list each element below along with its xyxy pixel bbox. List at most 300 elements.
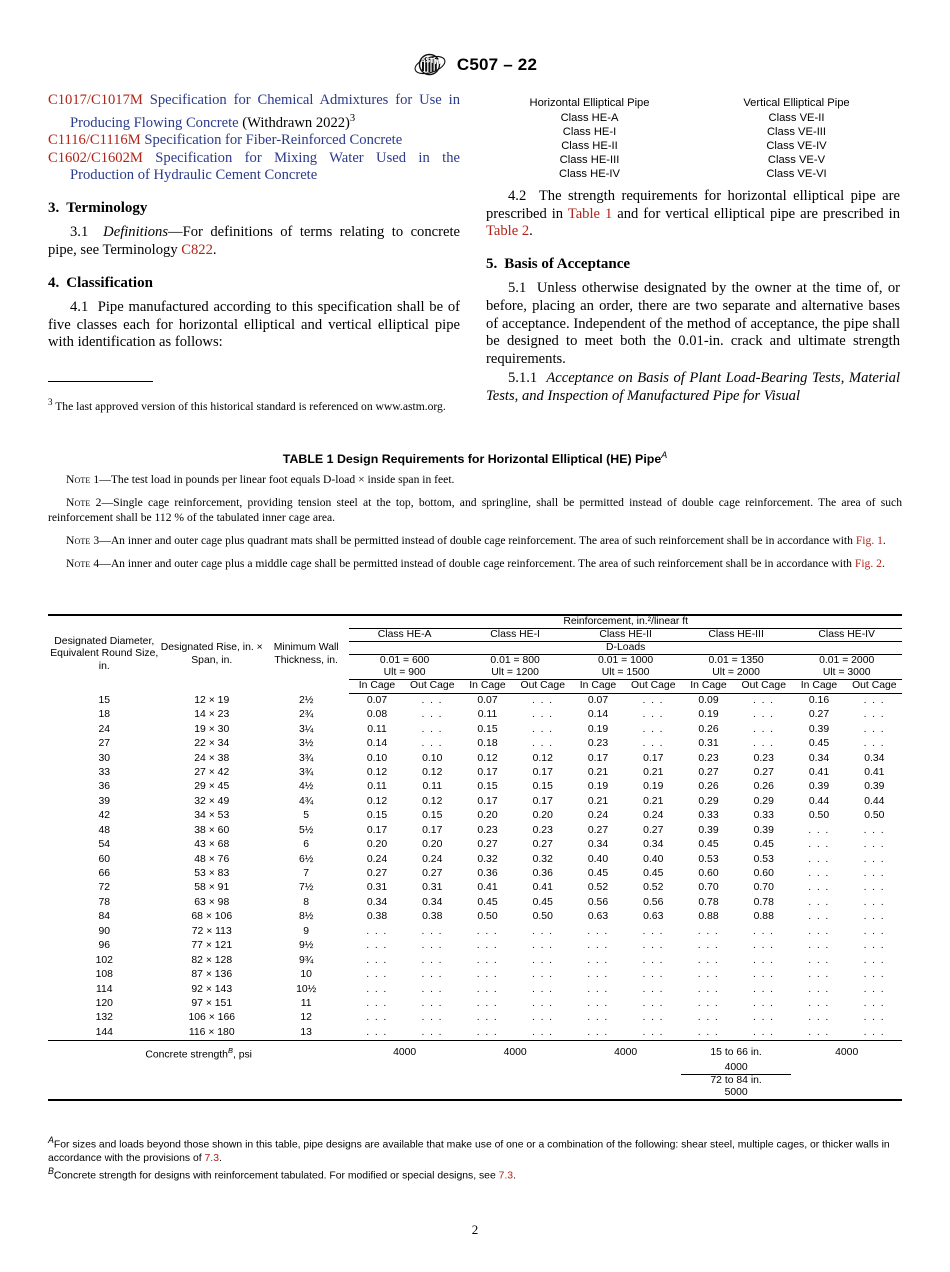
table-note [48,557,902,572]
table-row [48,896,902,910]
cell-he-ii-in: . . . [587,1012,609,1024]
cell-he-ii-out: . . . [642,709,664,721]
header-out-cage: Out Cage [847,680,902,693]
cell-he-iii-in: 0.26 [698,723,719,735]
cell-he-ii-in: 0.19 [587,781,609,793]
cell-he-a-out: 0.38 [422,911,443,923]
cell-rise-span: 106 × 166 [188,1012,235,1024]
cs-he3-line1: 15 to 66 in. [710,1047,762,1059]
cell-he-ii-in: . . . [587,925,609,937]
cell-he-i-in: . . . [476,969,499,981]
page-footnote [48,396,460,414]
cell-he-ii-out: . . . [642,940,664,952]
cell-he-i-out: . . . [532,997,554,1009]
cell-he-iii-in: . . . [697,954,720,966]
table-1 [48,614,902,1104]
class-item: Class VE-IV [766,140,827,153]
paragraph-tail: . [529,223,533,240]
cell-he-iii-in: 0.78 [698,896,719,908]
cell-he-iii-in: . . . [697,983,720,995]
table-1-link[interactable]: Table 1 [567,205,613,222]
paragraph-3-1 [48,224,460,259]
footnote-marker: 3 [48,397,53,407]
concrete-strength-he-i: 4000 [503,1047,527,1059]
cell-he-a-out: 0.34 [422,896,443,908]
table-foot [48,1041,902,1104]
cell-he-ii-in: 0.14 [587,709,609,721]
table-row [48,954,902,968]
cell-he-a-in: 0.38 [366,911,388,923]
paragraph-4-2 [486,188,900,241]
cell-diameter: 120 [95,997,113,1009]
cell-he-a-out: 0.10 [422,752,443,764]
table-row [48,982,902,996]
cell-he-iv-out: . . . [863,940,886,952]
cell-he-ii-out: . . . [642,738,664,750]
class-item: Class VE-V [767,154,826,167]
cell-he-iii-out: . . . [753,723,775,735]
cell-diameter: 24 [98,723,111,735]
cell-he-iii-out: 0.33 [753,810,774,822]
cell-he-iv-in: . . . [808,896,830,908]
cell-wall-thickness: 4¾ [298,795,314,807]
cell-he-i-out: 0.32 [532,853,553,865]
cell-wall-thickness: 3¾ [298,766,314,778]
cell-he-iv-out: . . . [863,997,886,1009]
cell-he-i-in: 0.17 [477,766,498,778]
cell-diameter: 84 [98,911,111,923]
reference-title[interactable]: Specification for Fiber-Reinforced Concrete [144,132,403,149]
cell-he-iv-in: . . . [808,925,830,937]
paragraph-text: and for vertical elliptical pipe are prescribed in [612,205,900,222]
cell-he-a-out: . . . [421,1012,443,1024]
cell-he-iv-in: . . . [808,839,830,851]
cell-wall-thickness: 8 [303,896,310,908]
table-note [48,496,902,525]
cell-he-iv-out: . . . [863,839,886,851]
paragraph-4-1 [48,299,460,352]
ult-load: Ult = 900 [383,667,426,679]
cell-diameter: 114 [95,983,113,995]
section-heading-terminology [48,200,460,218]
cell-he-ii-in: 0.34 [587,839,609,851]
cell-rise-span: 19 × 30 [194,723,230,735]
cell-he-a-in: 0.24 [366,853,388,865]
cell-wall-thickness: 2¾ [298,709,314,721]
cell-he-ii-in: 0.17 [587,752,609,764]
cell-he-ii-out: 0.24 [643,810,664,822]
cell-wall-thickness: 4½ [298,781,314,793]
vertical-class-list [693,96,900,182]
header-in-cage: In Cage [791,680,846,693]
header-class-he-iv: Class HE-IV [791,629,902,642]
footnote-marker: A [48,1135,54,1145]
fig-2-link[interactable]: Fig. 2 [854,556,882,570]
footnote-tail: . [513,1170,516,1182]
cell-diameter: 39 [98,795,111,807]
reference-title[interactable]: Specification for Mixing Water Used in the Production of Hydraulic Cement Concrete [70,149,461,184]
cell-he-i-out: . . . [532,723,554,735]
section-number: 4. [48,274,60,291]
cell-diameter: 30 [98,752,111,764]
cell-he-i-out: . . . [532,1012,554,1024]
cell-he-a-out: 0.31 [422,882,443,894]
cell-he-iii-in: 0.29 [698,795,719,807]
cell-he-ii-in: . . . [587,954,609,966]
header-class-he-a: Class HE-A [349,629,460,642]
table-row [48,852,902,866]
table-footnote-b [48,1165,906,1183]
cell-he-ii-out: 0.34 [643,839,664,851]
cell-he-a-out: . . . [421,954,443,966]
cell-he-a-in: 0.31 [366,882,388,894]
cell-he-iii-out: . . . [753,983,775,995]
cell-he-iii-in: . . . [697,940,720,952]
cell-he-ii-in: 0.40 [587,853,609,865]
paragraph-number: 4.2 [508,188,527,204]
class-list-heading: Vertical Elliptical Pipe [743,97,850,109]
cell-he-iii-in: . . . [697,969,720,981]
cell-he-iv-in: . . . [808,911,830,923]
header-in-cage: In Cage [349,680,404,693]
section-7-3-link[interactable]: 7.3 [204,1152,219,1164]
paragraph-text: —For definitions of terms relating to concrete pipe, see Terminology [48,224,460,259]
cell-he-iv-in: 0.45 [808,738,830,750]
cell-wall-thickness: 3¼ [298,723,314,735]
table-row [48,780,902,794]
cell-he-i-out: 0.23 [532,824,553,836]
cell-diameter: 102 [95,954,113,966]
cell-diameter: 15 [98,694,111,706]
cell-he-iii-in: . . . [697,1012,720,1024]
section-heading-basis-of-acceptance [486,256,900,274]
cell-rise-span: 48 × 76 [194,853,230,865]
stub-header-rise-span: Designated Rise, in. × Span, in. [161,615,263,693]
cell-he-ii-out: . . . [642,1012,664,1024]
footnote-marker: B [48,1166,54,1177]
footnote-text: Concrete strength for designs with reinforcement tabulated. For modified or special designs, see [53,1170,499,1182]
cell-he-i-out: 0.15 [532,781,553,793]
table-bottom-rule [48,1100,902,1104]
cell-rise-span: 43 × 68 [194,839,230,851]
table-row [48,766,902,780]
cell-rise-span: 116 × 180 [188,1026,235,1038]
class-item: Class HE-IV [559,168,620,181]
cell-he-i-in: 0.23 [477,824,498,836]
cell-wall-thickness: 9¾ [298,954,314,966]
class-lists [486,96,900,182]
reference-designation[interactable]: C1017/C1017M [48,92,143,108]
reference-item [48,92,460,132]
cell-he-i-in: . . . [476,925,499,937]
reference-designation[interactable]: C1116/C1116M [48,132,141,149]
cell-he-a-in: 0.12 [366,766,388,778]
cell-he-iv-out: . . . [863,954,886,966]
cell-he-iii-in: . . . [697,997,720,1009]
cell-he-iii-out: . . . [753,694,775,706]
concrete-strength-he-iii [681,1045,792,1062]
crack-load: 0.01 = 600 [379,655,430,667]
cell-rise-span: 12 × 19 [194,694,230,706]
cell-he-i-in: 0.15 [477,781,498,793]
cell-he-iv-in: 0.34 [808,752,830,764]
cell-he-iv-in: 0.41 [808,766,830,778]
paragraph-italic-lead: Definitions [103,224,169,241]
header-out-cage: Out Cage [515,680,570,693]
cell-rise-span: 29 × 45 [194,781,230,793]
concrete-strength-he-a: 4000 [393,1047,417,1059]
cell-wall-thickness: 2½ [298,694,314,706]
cell-wall-thickness: 3½ [298,738,314,750]
cell-he-ii-out: 0.17 [643,752,664,764]
cell-he-i-in: 0.27 [477,839,498,851]
section-heading-classification [48,275,460,293]
cell-he-ii-out: 0.21 [643,795,664,807]
cell-he-iii-in: 0.09 [698,694,719,706]
cell-he-iv-in: . . . [808,882,830,894]
cell-he-iv-in: . . . [808,853,830,865]
cell-he-i-out: . . . [532,1026,554,1038]
cell-he-i-out: 0.20 [532,810,553,822]
table-row [48,824,902,838]
cell-wall-thickness: 7 [303,868,310,880]
header-out-cage: Out Cage [405,680,460,693]
svg-text:M: M [434,59,441,66]
cell-he-i-out: 0.50 [532,911,553,923]
cell-he-iv-out: . . . [863,911,886,923]
header-loads-he-iv [791,655,902,680]
section-title: Terminology [66,199,148,216]
cell-he-ii-out: . . . [642,954,664,966]
table-footnote-a [48,1134,906,1165]
table-title [48,450,902,466]
cell-he-i-out: 0.36 [532,868,553,880]
cell-he-a-in: . . . [366,983,388,995]
crack-load: 0.01 = 800 [490,655,540,667]
page-header [0,52,950,78]
cell-he-iii-in: 0.26 [698,781,719,793]
table-row [48,838,902,852]
paragraph-number: 3.1 [70,224,89,241]
cell-diameter: 54 [98,839,111,851]
cell-rise-span: 97 × 151 [191,997,233,1009]
header-class-he-i: Class HE-I [460,629,571,642]
reference-footnote-marker: 3 [349,112,356,124]
cell-he-a-out: 0.15 [422,810,443,822]
cell-he-iv-out: . . . [863,824,886,836]
cell-he-i-out: . . . [532,694,554,706]
cell-wall-thickness: 6 [303,839,310,851]
cell-he-iv-out: 0.50 [864,810,885,822]
paragraph-5-1-1 [486,370,900,405]
cell-he-a-in: . . . [366,1026,388,1038]
note-label: Note 1 [66,473,100,486]
table-note [48,473,902,488]
cell-he-a-out: . . . [421,997,443,1009]
cell-he-iii-out: . . . [753,738,775,750]
cell-rise-span: 32 × 49 [194,795,230,807]
cell-he-i-out: 0.17 [532,795,553,807]
table-row [48,809,902,823]
cell-he-ii-out: 0.19 [643,781,664,793]
header-row-reinforcement [48,615,902,629]
cell-he-a-out: . . . [421,925,443,937]
cell-he-iii-in: 0.45 [698,839,719,851]
cell-he-iii-out: 0.60 [753,868,774,880]
cell-he-iii-in: 0.31 [698,738,719,750]
cell-he-ii-out: 0.27 [643,824,664,836]
concrete-strength-sub-row-2 [48,1074,902,1087]
cell-he-ii-out: . . . [642,925,664,937]
cell-he-iv-in: 0.39 [808,781,830,793]
svg-text:A: A [420,58,426,65]
cell-he-iii-out: . . . [753,1012,775,1024]
svg-text:S: S [425,57,431,65]
cell-wall-thickness: 13 [300,1026,312,1038]
concrete-strength-label [48,1045,349,1062]
cell-rise-span: 14 × 23 [194,709,230,721]
cell-he-iii-out: 0.26 [753,781,774,793]
cell-rise-span: 72 × 113 [191,925,232,937]
reference-designation[interactable]: C1602/C1602M [48,149,143,166]
class-item: Class HE-I [562,126,617,139]
cell-he-iii-in: 0.60 [698,868,719,880]
cell-he-a-in: 0.08 [366,709,388,721]
header-loads-he-a [349,655,460,680]
header-in-cage: In Cage [570,680,625,693]
reference-title[interactable]: Specification for Chemical Admixtures for Use in Producing Flowing Concrete [70,92,460,131]
crack-load: 0.01 = 1350 [708,655,764,667]
cell-he-iv-out: . . . [863,868,886,880]
right-column [486,188,900,406]
cell-he-i-in: 0.32 [477,853,498,865]
cell-he-i-in: 0.17 [477,795,498,807]
cell-he-i-out: 0.45 [532,896,553,908]
header-out-cage: Out Cage [736,680,791,693]
cell-diameter: 36 [98,781,111,793]
left-column [48,92,460,352]
paragraph-text: Unless otherwise designated by the owner at the time of, or before, placing an order, there are two separate and alternative bases of acceptance. Independent of the method of acceptance, the pipe shall be designed to meet both the 0.01-in. crack and ultimate strength requirements. [486,280,900,367]
cell-wall-thickness: 10 [300,969,312,981]
paragraph-number: 5.1 [508,280,527,297]
section-7-3-link[interactable]: 7.3 [498,1170,514,1182]
cell-he-a-out: . . . [421,738,443,750]
cell-he-a-out: . . . [421,940,443,952]
paragraph-5-1 [486,280,900,368]
cell-he-a-in: . . . [366,969,388,981]
table-row [48,939,902,953]
cell-he-iv-out: 0.34 [864,752,885,764]
table-row [48,751,902,765]
concrete-strength-sub-row-3 [48,1087,902,1100]
cell-he-a-in: . . . [366,997,388,1009]
cell-he-iv-in: . . . [808,997,830,1009]
cell-rise-span: 34 × 53 [194,810,230,822]
cell-he-ii-out: . . . [642,694,664,706]
cell-diameter: 33 [98,766,111,778]
cell-he-ii-out: 0.45 [643,868,664,880]
cell-he-iii-in: 0.33 [698,810,719,822]
note-text: —Single cage reinforcement, providing tension steel at the top, bottom, and springline, shall be permitted instead of double cage reinforcement. The area of such reinforcement shall be 112 % of the tabulated inner cage area. [48,496,902,524]
cell-he-a-in: 0.17 [366,824,388,836]
cell-he-i-out: 0.12 [532,752,553,764]
cell-he-ii-out: 0.56 [643,896,664,908]
cell-he-ii-out: 0.40 [643,853,664,865]
cell-he-a-in: 0.27 [366,868,388,880]
cs-he3-line4: 5000 [724,1086,748,1098]
section-title: Basis of Acceptance [504,255,631,272]
cell-he-iv-in: 0.39 [808,723,830,735]
header-loads-he-i [460,655,571,680]
cell-he-iii-out: . . . [753,1026,775,1038]
class-item: Class VE-VI [766,168,827,181]
cell-he-a-in: 0.15 [366,810,388,822]
cell-he-iv-in: . . . [808,969,830,981]
table-2-link[interactable]: Table 2 [486,223,530,240]
cell-he-ii-in: 0.23 [587,738,609,750]
cell-he-iii-out: 0.45 [753,839,774,851]
footnote-tail: . [218,1152,222,1164]
cell-he-iv-out: . . . [863,1012,886,1024]
cell-he-iv-out: . . . [863,896,886,908]
cell-rise-span: 53 × 83 [194,868,230,880]
cell-he-a-in: 0.07 [366,694,388,706]
cell-he-iv-in: 0.44 [808,795,830,807]
header-in-cage: In Cage [460,680,515,693]
cell-diameter: 27 [98,738,111,750]
cell-he-iv-out: 0.41 [864,766,885,778]
cell-diameter: 42 [98,810,111,822]
cell-he-a-out: . . . [421,1026,443,1038]
cell-he-iii-out: . . . [753,940,775,952]
cell-he-a-out: . . . [421,694,443,706]
cell-rise-span: 24 × 38 [194,752,230,764]
cell-he-i-out: . . . [532,738,554,750]
cell-he-ii-out: . . . [642,723,664,735]
section-number: 5. [486,255,498,272]
cell-he-a-out: . . . [421,723,443,735]
cell-he-ii-in: 0.63 [587,911,609,923]
cell-he-ii-in: 0.07 [587,694,609,706]
cell-he-ii-in: 0.24 [587,810,609,822]
cell-diameter: 78 [98,896,111,908]
cell-he-ii-in: . . . [587,983,609,995]
fig-1-link[interactable]: Fig. 1 [855,533,883,547]
cell-he-iii-out: . . . [753,954,775,966]
cell-he-ii-out: 0.21 [643,766,664,778]
table-row [48,693,902,708]
cell-he-i-out: . . . [532,954,554,966]
cell-he-ii-in: 0.21 [587,766,609,778]
cell-he-iv-out: . . . [863,969,886,981]
cell-he-iii-in: 0.88 [698,911,719,923]
table-row [48,723,902,737]
cell-he-a-in: 0.10 [366,752,388,764]
terminology-link[interactable]: C822 [181,242,213,259]
cell-he-iv-out: . . . [863,983,886,995]
cell-diameter: 72 [98,882,111,894]
cell-he-ii-in: . . . [587,940,609,952]
cs-label-text: Concrete strength [145,1049,228,1061]
cell-diameter: 144 [95,1026,113,1038]
cell-he-i-in: 0.36 [477,868,498,880]
cell-he-i-out: . . . [532,925,554,937]
class-item: Class VE-III [766,126,827,139]
header-class-he-iii: Class HE-III [681,629,792,642]
cs-footnote-marker: B [227,1046,233,1056]
cell-he-ii-in: . . . [587,1026,609,1038]
concrete-strength-he-ii: 4000 [614,1047,638,1059]
